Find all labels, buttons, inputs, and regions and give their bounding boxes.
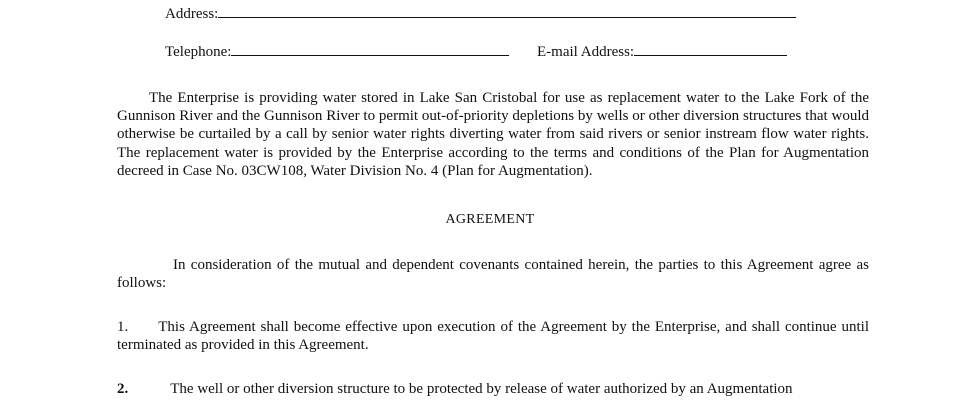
clause-2 (117, 380, 869, 398)
telephone-label: Telephone: (165, 44, 232, 60)
address-label: Address: (165, 6, 219, 22)
email-row (537, 41, 787, 61)
consideration-text: In consideration of the mutual and dependent covenants contained herein, the parties to this Agreement agree as follows: (117, 257, 869, 292)
clause-2-number: 2. (117, 381, 129, 397)
clause-1-text: This Agreement shall become effective upon execution of the Agreement by the Enterprise, and shall continue until terminated as provided in this Agreement. (117, 319, 869, 354)
clause-1 (117, 318, 869, 354)
agreement-heading: AGREEMENT (445, 212, 535, 227)
intro-paragraph (117, 89, 869, 180)
telephone-row (165, 41, 509, 61)
clause-1-number: 1. (117, 319, 129, 335)
address-row (165, 3, 796, 23)
email-blank[interactable] (634, 41, 787, 56)
telephone-blank[interactable] (231, 41, 509, 56)
clause-2-text: The well or other diversion structure to be protected by release of water authorized by an Augmentation (170, 381, 793, 397)
address-blank[interactable] (218, 3, 796, 18)
email-label: E-mail Address: (537, 44, 635, 60)
intro-text: The Enterprise is providing water stored in Lake San Cristobal for use as replacement water to the Lake Fork of the Gunnison River and the Gunnison River to permit out-of-priority depletions by wells or other diversion structures that would otherwise be curtailed by a call by senior water rights diverting water from said rivers or senior instream flow water rights. The replacement water is provided by the Enterprise according to the terms and conditions of the Plan for Augmentation decreed in Case No. 03CW108, Water Division No. 4 (Plan for Augmentation). (117, 90, 869, 179)
consideration-paragraph (117, 256, 869, 292)
